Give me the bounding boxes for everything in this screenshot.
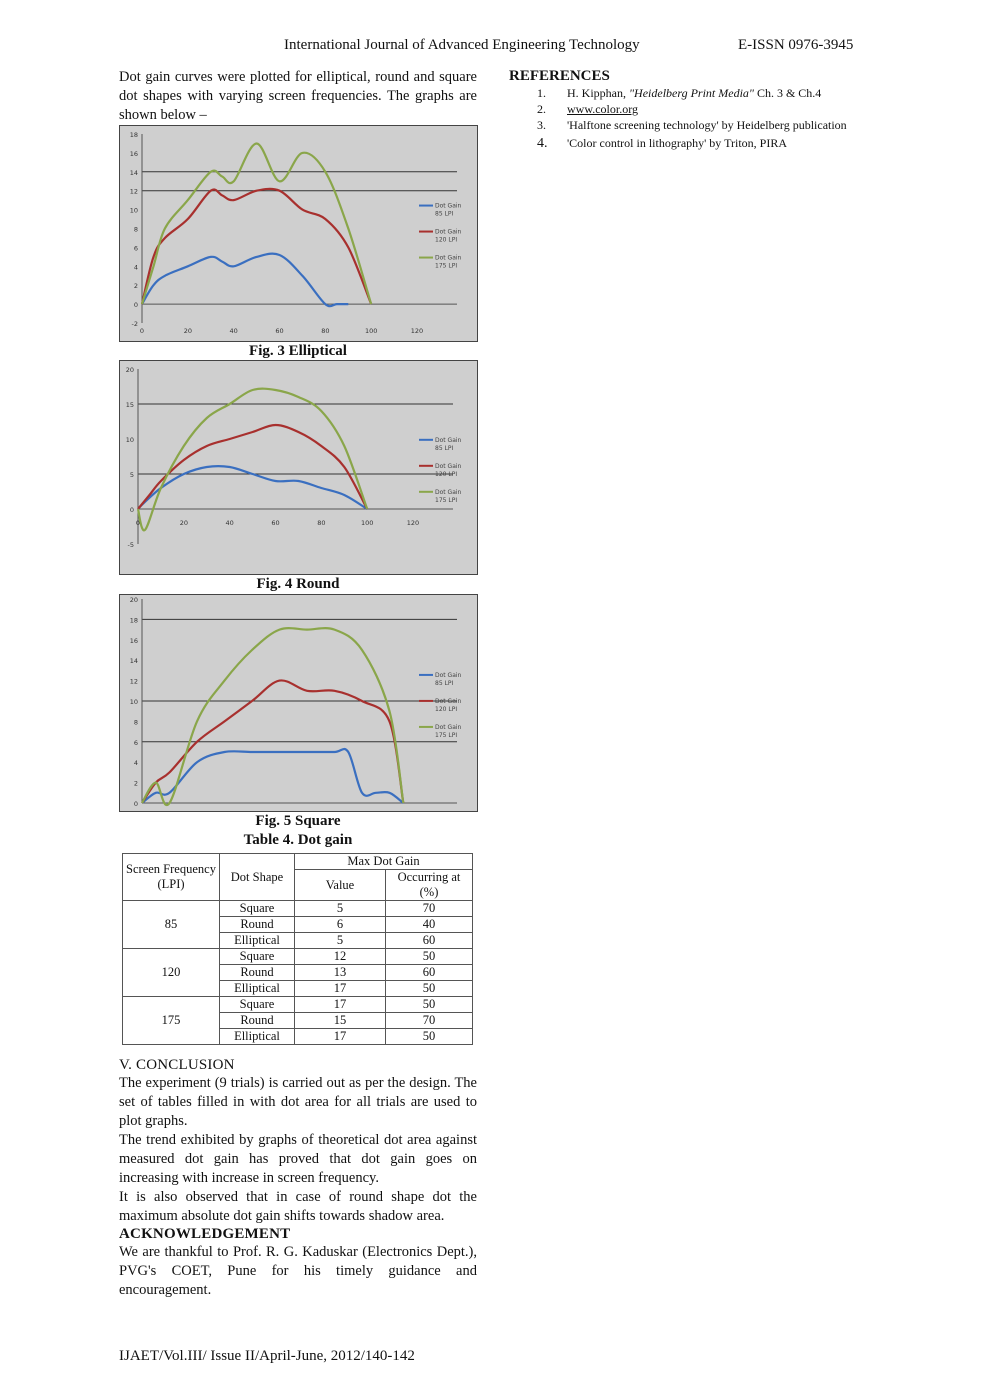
y-tick-label: 18 — [129, 616, 138, 625]
chart-round-svg — [120, 361, 477, 574]
reference-item: 3. 'Halftone screening technology' by Heidelberg publication — [537, 118, 847, 132]
col-value: Value — [295, 870, 386, 901]
references-heading: REFERENCES — [509, 68, 610, 84]
y-tick-label: 6 — [133, 244, 138, 253]
legend-label: Dot Gain — [435, 723, 462, 731]
fig3-caption: Fig. 3 Elliptical — [249, 343, 347, 359]
cell-shape: Elliptical — [220, 1029, 295, 1045]
legend-label: Dot Gain — [435, 671, 462, 679]
legend-label: 85 LPI — [435, 210, 454, 218]
y-tick-label: 20 — [129, 596, 138, 604]
legend-label: 85 LPI — [435, 679, 454, 687]
y-tick-label: 8 — [133, 225, 138, 234]
y-tick-label: 0 — [129, 506, 134, 514]
cell-value: 17 — [295, 997, 386, 1013]
legend-label: 85 LPI — [435, 444, 454, 452]
cell-value: 12 — [295, 949, 386, 965]
cell-occurring: 40 — [386, 917, 473, 933]
conclusion-p3: It is also observed that in case of round shape dot the maximum absolute dot gain shifts towards shadow area. — [119, 1189, 477, 1224]
y-tick-label: 10 — [129, 698, 138, 706]
cell-value: 6 — [295, 917, 386, 933]
cell-shape: Round — [220, 1013, 295, 1029]
chart-round — [119, 360, 478, 575]
acknowledgement-text: We are thankful to Prof. R. G. Kaduskar (Electronics Dept.), PVG's COET, Pune for his timely guidance and encouragement. — [119, 1244, 477, 1298]
legend-label: Dot Gain — [435, 462, 462, 470]
cell-occurring: 60 — [386, 965, 473, 981]
x-tick-label: 100 — [364, 327, 378, 335]
fig5-caption: Fig. 5 Square — [255, 813, 341, 829]
x-tick-label: 120 — [410, 327, 424, 335]
legend-label: Dot Gain — [435, 697, 462, 705]
reference-item: 1. H. Kipphan, "Heidelberg Print Media" Ch. 3 & Ch.4 — [537, 86, 822, 100]
cell-value: 5 — [295, 933, 386, 949]
col-occurring: Occurring at (%) — [386, 870, 473, 901]
cell-value: 5 — [295, 901, 386, 917]
footer-citation: IJAET/Vol.III/ Issue II/April-June, 2012/140-142 — [119, 1348, 415, 1364]
chart-elliptical-svg — [120, 126, 477, 341]
x-tick-label: 100 — [360, 519, 374, 527]
y-tick-label: 16 — [129, 636, 138, 645]
cell-frequency: 175 — [123, 997, 220, 1045]
cell-value: 17 — [295, 981, 386, 997]
table-body — [123, 901, 473, 1045]
col-dot-shape: Dot Shape — [220, 854, 295, 901]
y-tick-label: 2 — [133, 779, 138, 788]
cell-value: 13 — [295, 965, 386, 981]
cell-value: 17 — [295, 1029, 386, 1045]
dot-gain-table — [122, 853, 473, 1045]
cell-occurring: 60 — [386, 933, 473, 949]
references-list — [509, 86, 867, 152]
cell-occurring: 70 — [386, 1013, 473, 1029]
x-tick-label: 0 — [135, 519, 141, 527]
x-tick-label: 80 — [321, 327, 330, 335]
y-tick-label: 0 — [133, 301, 138, 310]
cell-occurring: 50 — [386, 1029, 473, 1045]
table-title: Table 4. Dot gain — [243, 832, 353, 848]
reference-item: 2. www.color.org — [509, 102, 867, 117]
x-tick-label: 60 — [275, 327, 284, 335]
x-tick-label: 60 — [271, 519, 280, 527]
reference-link[interactable]: www.color.org — [567, 102, 638, 116]
series-line-85lpi — [138, 466, 367, 509]
conclusion-heading: V. CONCLUSION — [119, 1057, 235, 1073]
cell-shape: Elliptical — [220, 933, 295, 949]
table-row — [123, 949, 473, 965]
legend-label: 120 LPI — [435, 236, 458, 244]
x-tick-label: 120 — [406, 519, 420, 527]
legend-label: Dot Gain — [435, 488, 462, 496]
y-tick-label: 14 — [129, 657, 138, 666]
series-line-85lpi — [142, 749, 403, 803]
x-tick-label: 20 — [179, 519, 188, 527]
chart-square-svg — [120, 595, 477, 811]
intro-paragraph: Dot gain curves were plotted for elliptical, round and square dot shapes with varying screen frequencies. The graphs are shown below – — [119, 69, 477, 123]
x-tick-label: 40 — [229, 327, 238, 335]
x-tick-label: 0 — [139, 327, 145, 335]
col-screen-frequency: Screen Frequency (LPI) — [123, 854, 220, 901]
cell-frequency: 85 — [123, 901, 220, 949]
cell-value: 15 — [295, 1013, 386, 1029]
legend-label: Dot Gain — [435, 436, 462, 444]
x-tick-label: 80 — [317, 519, 326, 527]
legend-label: Dot Gain — [435, 228, 462, 236]
y-tick-label: -2 — [131, 320, 138, 328]
cell-occurring: 50 — [386, 949, 473, 965]
reference-item: 4. 'Color control in lithography' by Triton, PIRA — [537, 136, 788, 151]
cell-shape: Square — [220, 901, 295, 917]
table-row — [123, 997, 473, 1013]
cell-occurring: 50 — [386, 981, 473, 997]
y-tick-label: 4 — [133, 263, 138, 272]
col-max-dot-gain: Max Dot Gain — [295, 854, 473, 870]
y-tick-label: 16 — [129, 149, 138, 158]
y-tick-label: 6 — [133, 738, 138, 747]
series-line-175lpi — [142, 144, 371, 305]
legend-label: Dot Gain — [435, 254, 462, 262]
legend-label: 175 LPI — [435, 731, 458, 739]
conclusion-p1: The experiment (9 trials) is carried out as per the design. The set of tables filled in with dot area for all trials are used to plot graphs. — [119, 1075, 477, 1129]
table-row — [123, 901, 473, 917]
journal-title: International Journal of Advanced Engineering Technology — [284, 37, 640, 53]
cell-shape: Square — [220, 997, 295, 1013]
legend-label: 175 LPI — [435, 496, 458, 504]
y-tick-label: 0 — [133, 800, 138, 808]
y-tick-label: 8 — [133, 718, 138, 727]
x-tick-label: 20 — [183, 327, 192, 335]
series-line-85lpi — [142, 254, 348, 307]
y-tick-label: 5 — [129, 471, 134, 479]
legend-label: 175 LPI — [435, 262, 458, 270]
issn: E-ISSN 0976-3945 — [738, 37, 854, 53]
cell-shape: Elliptical — [220, 981, 295, 997]
y-tick-label: 10 — [129, 206, 138, 215]
y-tick-label: 20 — [125, 366, 134, 374]
cell-occurring: 50 — [386, 997, 473, 1013]
legend-label: Dot Gain — [435, 202, 462, 210]
x-tick-label: 40 — [225, 519, 234, 527]
cell-shape: Round — [220, 965, 295, 981]
legend-label: 120 LPI — [435, 470, 458, 478]
y-tick-label: 2 — [133, 282, 138, 291]
y-tick-label: 15 — [125, 401, 134, 409]
y-tick-label: 10 — [125, 436, 134, 444]
conclusion-p2: The trend exhibited by graphs of theoretical dot area against measured dot gain has proved that dot gain goes on increasing with increase in screen frequency. — [119, 1132, 477, 1186]
y-tick-label: 4 — [133, 759, 138, 768]
y-tick-label: 12 — [129, 677, 138, 686]
y-tick-label: 14 — [129, 168, 138, 177]
cell-shape: Square — [220, 949, 295, 965]
y-tick-label: 12 — [129, 187, 138, 196]
y-tick-label: -5 — [127, 541, 134, 549]
chart-elliptical — [119, 125, 478, 342]
series-line-120lpi — [142, 189, 371, 304]
chart-square — [119, 594, 478, 812]
legend-label: 120 LPI — [435, 705, 458, 713]
y-tick-label: 18 — [129, 131, 138, 139]
acknowledgement-heading: ACKNOWLEDGEMENT — [119, 1226, 291, 1242]
cell-occurring: 70 — [386, 901, 473, 917]
cell-frequency: 120 — [123, 949, 220, 997]
cell-shape: Round — [220, 917, 295, 933]
fig4-caption: Fig. 4 Round — [256, 576, 340, 592]
